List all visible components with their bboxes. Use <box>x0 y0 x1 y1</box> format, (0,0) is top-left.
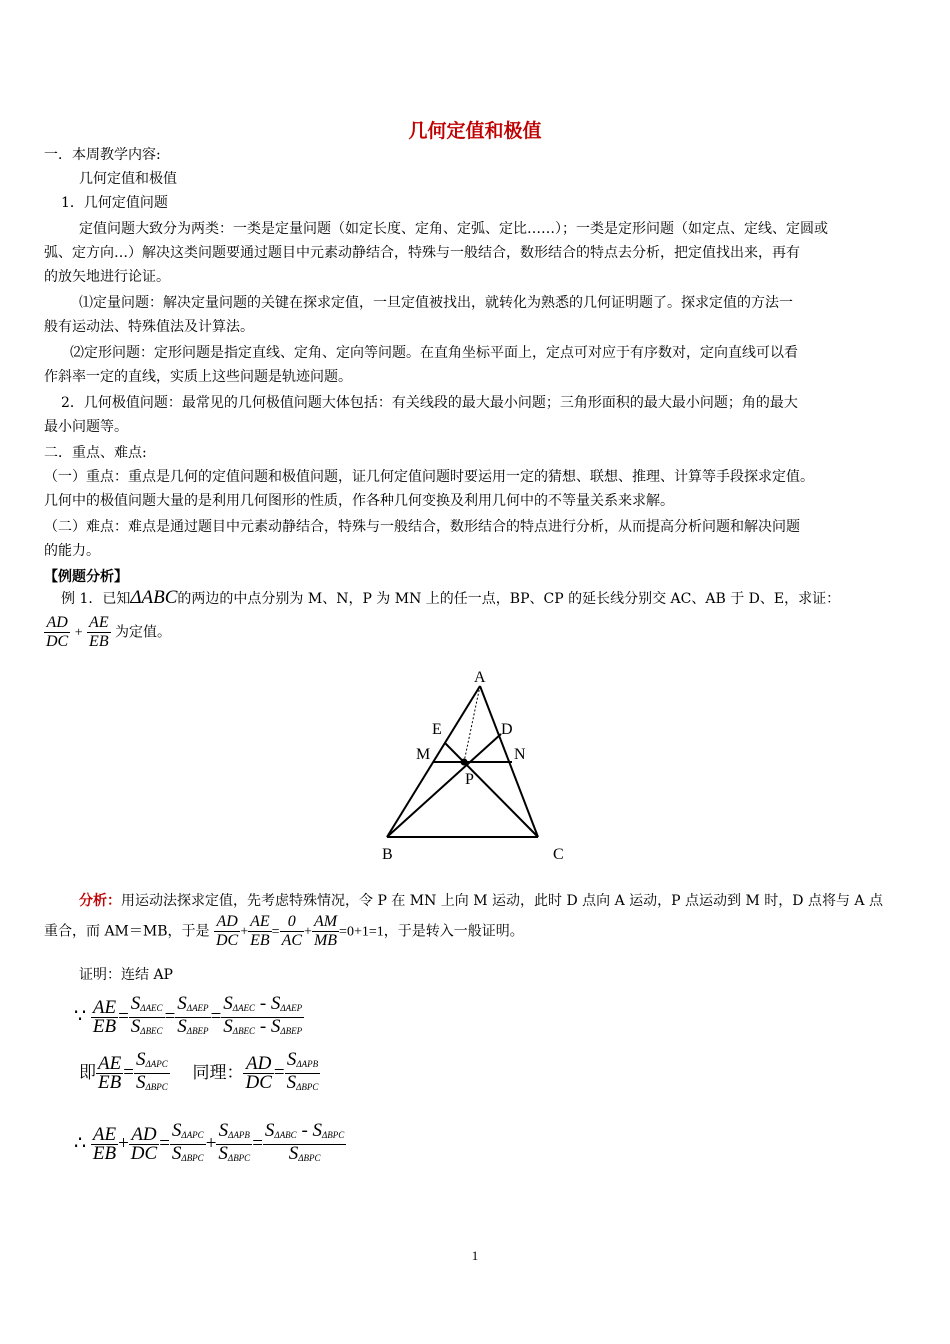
label-n: N <box>514 746 526 763</box>
fraction-ae-eb: $\frac{AE}{EB}$ <box>89 614 109 650</box>
page-number: 1 <box>471 1248 479 1263</box>
tongli-label: 同理： <box>192 1062 244 1083</box>
label-b: B <box>382 846 393 863</box>
section-2-heading: 二．重点、难点: <box>44 445 147 461</box>
label-p: P <box>465 771 474 788</box>
section-1-heading: 一．本周教学内容: <box>44 147 161 163</box>
analysis-label: 分析： <box>79 893 121 909</box>
analysis-fraction-0-ac: $\frac{0}{AC}$ <box>281 913 303 949</box>
proof-equation-3: ∴ $\frac{AE}{EB}$ + $\frac{AD}{DC}$ = $\frac{\text{SΔAPC}}{\text{SΔBPC}}$ + $\frac{\text{SΔAPB}}{\text{SΔBPC}}$ = $\frac{\text{SΔABC - SΔBPC}}{\text{SΔBPC}}$ <box>74 1122 950 1167</box>
difficulty-line-2: 的能力。 <box>44 543 100 559</box>
example-1-rest: 的两边的中点分别为 M、N，P 为 MN 上的任一点，BP、CP 的延长线分别交 AC、AB 于 D、E，求证： <box>177 591 841 607</box>
triangle-abc: ΔABC <box>130 587 178 608</box>
eq2-fraction-apc-bpc: $\frac{\text{SΔAPC}}{\text{SΔBPC}}$ <box>135 1049 168 1093</box>
eq1-fraction-aep-bep: $\frac{\text{SΔAEP}}{\text{SΔBEP}}$ <box>177 993 209 1037</box>
eq3-fraction-abc-minus-bpc: $\frac{\text{SΔABC - SΔBPC}}{\text{SΔBPC}}$ <box>264 1120 345 1164</box>
page-title: 几何定值和极值 <box>408 120 542 142</box>
analysis-line-2: 重合，而 AM＝MB，于是 $\frac{AD}{DC}$ + $\frac{AE}{EB}$ = $\frac{0}{AC}$ + $\frac{AM}{MB}$ =0+1=1，于是转入一般证明。 <box>44 913 524 949</box>
example-1-prefix: 例 1．已知 <box>61 591 131 607</box>
example-1-tail: 为定值。 <box>115 624 172 641</box>
eq1-fraction-difference: $\frac{\text{SΔAEC - SΔAEP}}{\text{SΔBEC - SΔBEP}}$ <box>223 993 303 1037</box>
triangle-figure <box>370 665 580 865</box>
therefore-symbol: ∴ <box>74 1132 87 1154</box>
paragraph-2-line-2: 般有运动法、特殊值法及计算法。 <box>44 319 254 335</box>
item-2-line-1: 2．几何极值问题：最常见的几何极值问题大体包括：有关线段的最大最小问题；三角形面积的最大最小问题；角的最大 <box>61 395 798 411</box>
analysis-line-1 <box>79 892 920 910</box>
key-point-line-1: （一）重点：重点是几何的定值问题和极值问题，证几何定值问题时要运用一定的猜想、联想、推理、计算等手段探求定值。 <box>44 469 814 485</box>
example-1-claim: $\frac{AD}{DC}$ + $\frac{AE}{EB}$ 为定值。 <box>46 614 172 650</box>
item-2-line-2: 最小问题等。 <box>44 419 128 435</box>
label-a: A <box>474 669 486 686</box>
eq3-fraction-apc-bpc: $\frac{\text{SΔAPC}}{\text{SΔBPC}}$ <box>171 1120 204 1164</box>
label-c: C <box>553 846 564 863</box>
eq2-fraction-ae-eb: $\frac{AE}{EB}$ <box>98 1053 122 1093</box>
eq2-fraction-ad-dc: $\frac{AD}{DC}$ <box>245 1053 272 1093</box>
eq2-fraction-apb-bpc: $\frac{\text{SΔAPB}}{\text{SΔBPC}}$ <box>286 1049 319 1093</box>
label-e: E <box>432 721 442 738</box>
ji-label: 即 <box>79 1062 96 1083</box>
key-point-line-2: 几何中的极值问题大量的是利用几何图形的性质，作各种几何变换及利用几何中的不等量关系来求解。 <box>44 493 674 509</box>
paragraph-1-line-1: 定值问题大致分为两类：一类是定量问题（如定长度、定角、定弧、定比……）；一类是定形问题（如定点、定线、定圆或 <box>79 221 828 237</box>
analysis-equation-tail: =0+1=1 <box>339 924 384 940</box>
difficulty-line-1: （二）难点：难点是通过题目中元素动静结合，特殊与一般结合，数形结合的特点进行分析，从而提高分析问题和解决问题 <box>44 519 800 535</box>
example-heading: 【例题分析】 <box>44 569 128 585</box>
paragraph-3-line-2: 作斜率一定的直线，实质上这些问题是轨迹问题。 <box>44 369 352 385</box>
paragraph-1-line-2: 弧、定方向…）解决这类问题要通过题目中元素动静结合，特殊与一般结合，数形结合的特点去分析，把定值找出来，再有 <box>44 245 800 261</box>
point-p <box>461 759 468 766</box>
analysis-line-2-lead: 重合，而 AM＝MB，于是 <box>44 923 210 940</box>
analysis-fraction-ad-dc: $\frac{AD}{DC}$ <box>215 913 239 949</box>
item-1-heading: 1．几何定值问题 <box>61 195 168 211</box>
because-symbol: ∵ <box>74 1005 87 1027</box>
eq3-fraction-apb-bpc: $\frac{\text{SΔAPB}}{\text{SΔBPC}}$ <box>218 1120 251 1164</box>
proof-equation-2: 即 $\frac{AE}{EB}$ = $\frac{\text{SΔAPC}}{\text{SΔBPC}}$ 同理： $\frac{AD}{DC}$ = $\frac{\text{SΔAPB}}{\text{SΔBPC}}$ <box>79 1051 950 1096</box>
section-1-subtitle: 几何定值和极值 <box>79 171 177 187</box>
label-m: M <box>416 746 431 763</box>
analysis-fraction-ae-eb: $\frac{AE}{EB}$ <box>250 913 270 949</box>
eq1-fraction-ae-eb: $\frac{AE}{EB}$ <box>92 997 117 1037</box>
eq3-fraction-ad-dc: $\frac{AD}{DC}$ <box>130 1124 158 1164</box>
line-bd <box>387 734 501 837</box>
analysis-fraction-am-mb: $\frac{AM}{MB}$ <box>313 913 338 949</box>
paragraph-2-line-1: ⑴定量问题：解决定量问题的关键在探求定值，一旦定值被找出，就转化为熟悉的几何证明题了。探求定值的方法一 <box>79 295 793 311</box>
analysis-line-2-end: ，于是转入一般证明。 <box>383 923 524 940</box>
analysis-text: 用运动法探求定值，先考虑特殊情况，令 P 在 MN 上向 M 运动，此时 D 点向 A 运动，P 点运动到 M 时，D 点将与 A 点 <box>121 893 883 909</box>
proof-equation-1: ∵ $\frac{AE}{EB}$ = $\frac{\text{SΔAEC}}{\text{SΔBEC}}$ = $\frac{\text{SΔAEP}}{\text{SΔBEP}}$ = $\frac{\text{SΔAEC - SΔAEP}}{\text{SΔBEC - SΔBEP}}$ <box>74 995 950 1040</box>
example-1-statement <box>61 589 937 608</box>
eq1-fraction-aec-bec: $\frac{\text{SΔAEC}}{\text{SΔBEC}}$ <box>130 993 163 1037</box>
paragraph-1-line-3: 的放矢地进行论证。 <box>44 269 170 285</box>
eq3-fraction-ae-eb: $\frac{AE}{EB}$ <box>92 1124 117 1164</box>
label-d: D <box>501 721 513 738</box>
paragraph-3-line-1: ⑵定形问题：定形问题是指定直线、定角、定向等问题。在直角坐标平面上，定点可对应于有序数对，定向直线可以看 <box>70 345 798 361</box>
proof-heading: 证明：连结 AP <box>79 967 173 983</box>
fraction-ad-dc: $\frac{AD}{DC}$ <box>46 614 69 650</box>
